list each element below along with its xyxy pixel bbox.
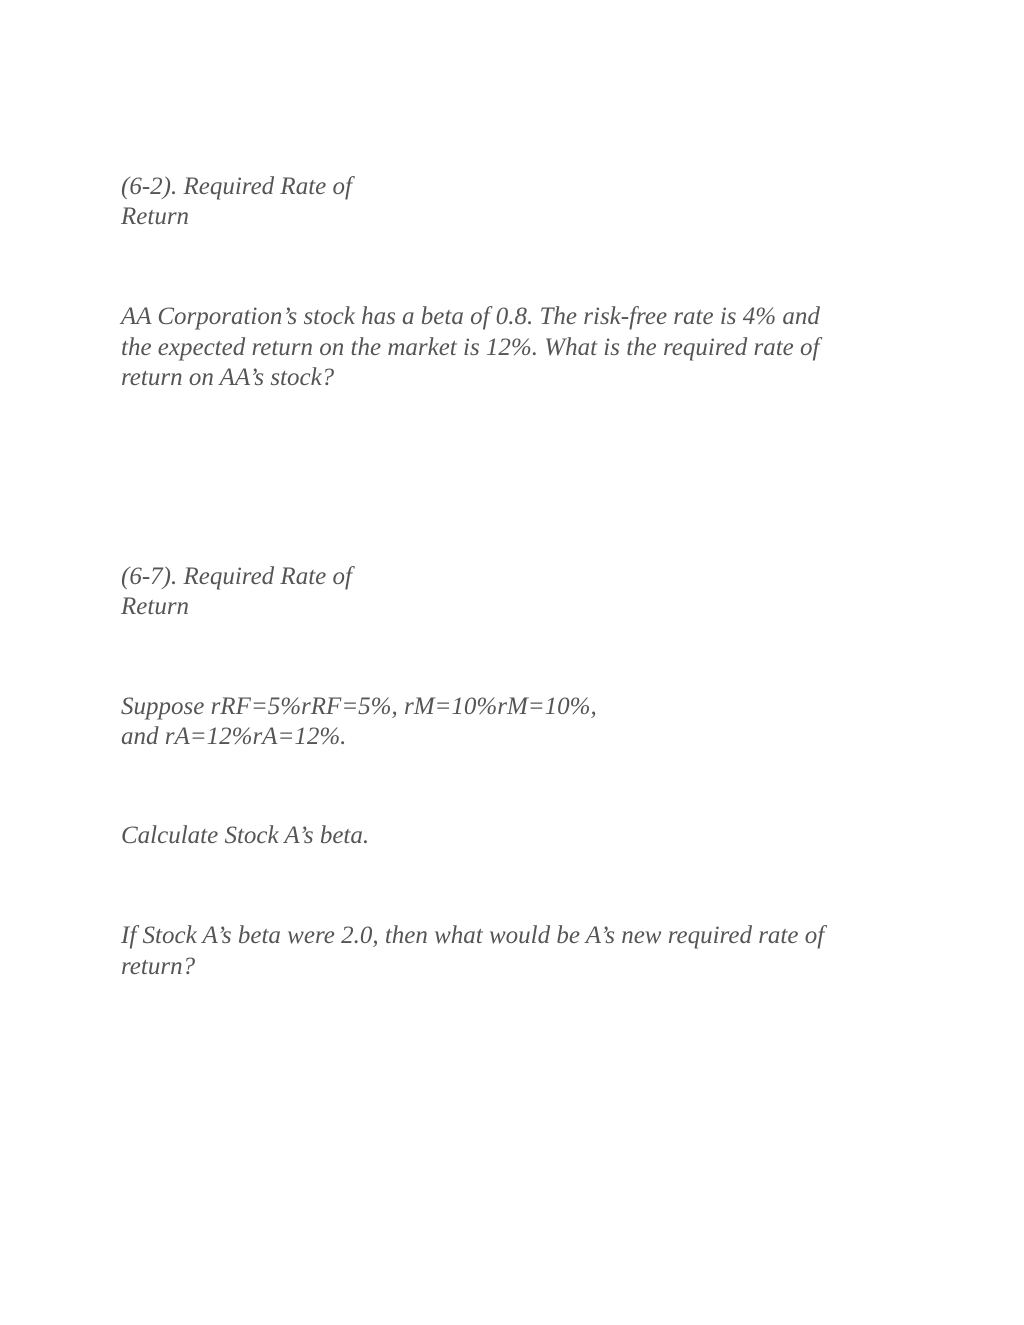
problem-6-2-body-line2: the expected return on the market is 12%. What is the required rate of — [121, 334, 820, 361]
problem-6-7-heading-line1: (6-7). Required Rate of — [121, 563, 352, 590]
problem-6-7-heading-line2: Return — [121, 593, 190, 620]
problem-6-2-body-line3: return on AA’s stock? — [121, 364, 335, 391]
problem-6-7-question-b-line2: return? — [121, 953, 196, 980]
problem-6-7-given-line2: and rA=12%rA=12%. — [121, 723, 347, 750]
problem-6-7-question-a: Calculate Stock A’s beta. — [121, 822, 370, 849]
problem-6-2-body-line1: AA Corporation’s stock has a beta of 0.8. The risk-free rate is 4% and — [121, 303, 820, 330]
problem-6-2-heading-line1: (6-2). Required Rate of — [121, 173, 352, 200]
problem-6-2-heading-line2: Return — [121, 203, 190, 230]
problem-6-7-question-b-line1: If Stock A’s beta were 2.0, then what would be A’s new required rate of — [121, 922, 825, 949]
problem-6-7-given-line1: Suppose rRF=5%rRF=5%, rM=10%rM=10%, — [121, 693, 597, 720]
